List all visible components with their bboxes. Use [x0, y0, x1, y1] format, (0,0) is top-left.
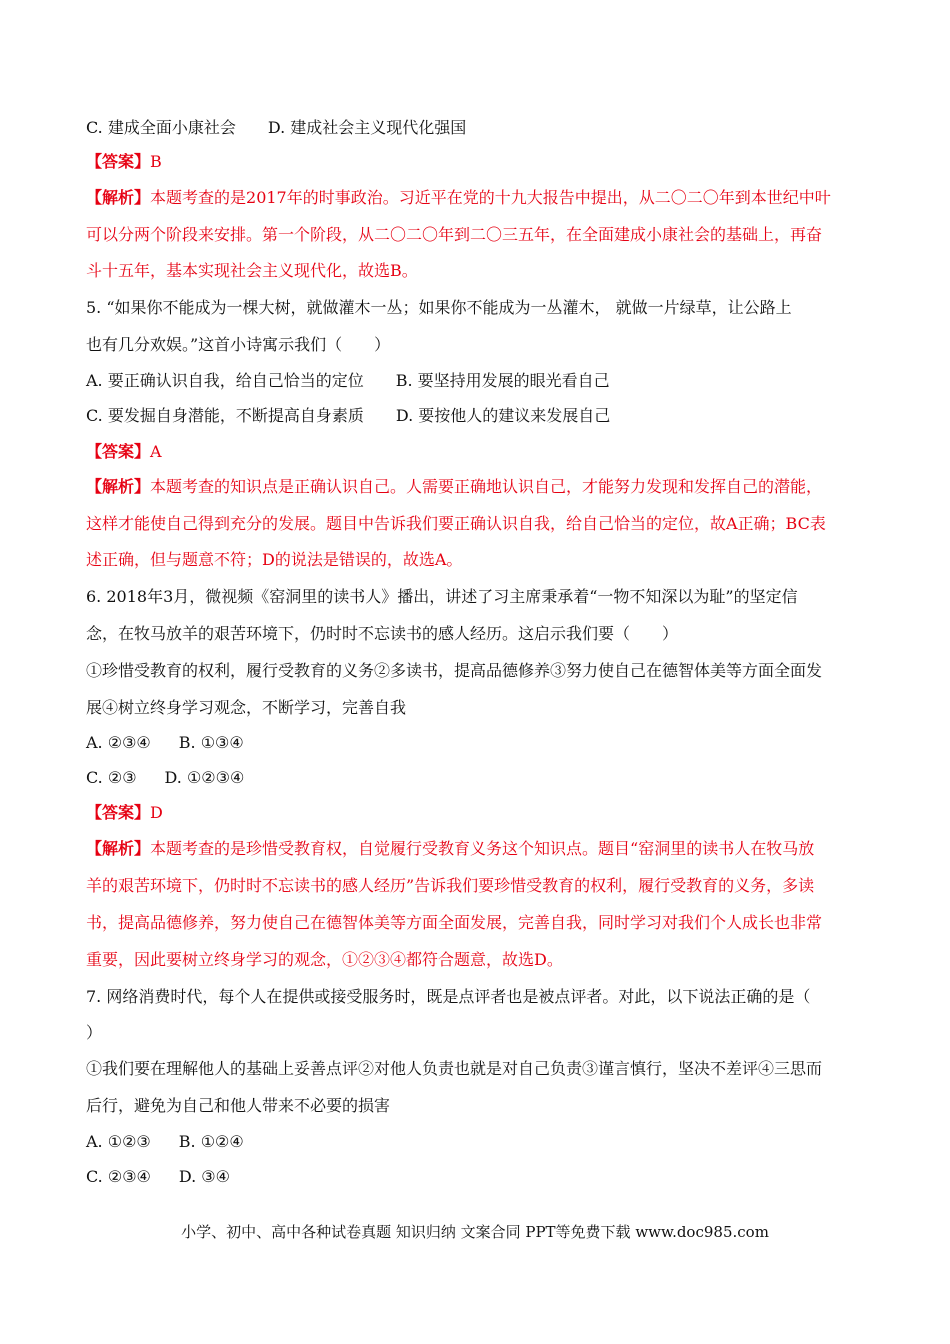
q7-option-a: A. ①②③	[86, 1132, 151, 1151]
q5-option-b: B. 要坚持用发展的眼光看自己	[395, 371, 610, 390]
analysis-tag: 【解析】	[86, 839, 151, 858]
q5-stem-line-1: 5. “如果你不能成为一棵大树，就做灌木一丛；如果你不能成为一丛灌木， 就做一片绿草，让公路上	[86, 298, 792, 317]
q6-option-a: A. ②③④	[86, 733, 151, 752]
q6-option-b: B. ①③④	[178, 733, 244, 752]
q6-option-c: C. ②③	[86, 768, 137, 787]
q7-options-cd	[86, 1167, 866, 1187]
q7-stem-line-2: ）	[86, 1023, 103, 1042]
q6-option-d: D. ①②③④	[164, 768, 245, 787]
page-footer: 小学、初中、高中各种试卷真题 知识归纳 文案合同 PPT等免费下载 www.doc985.com	[181, 1223, 769, 1241]
answer-value: D	[150, 803, 163, 822]
q6-items-line-1: ①珍惜受教育的权利，履行受教育的义务②多读书，提高品德修养③努力使自己在德智体美等方面全面发	[86, 661, 823, 680]
q7-option-b: B. ①②④	[178, 1132, 244, 1151]
analysis-tag: 【解析】	[86, 477, 151, 496]
q5-analysis-line-3: 述正确，但与题意不符；D的说法是错误的，故选A。	[86, 550, 463, 569]
q7-items-line-1: ①我们要在理解他人的基础上妥善点评②对他人负责也就是对自己负责③谨言慎行，坚决不差评④三思而	[86, 1059, 823, 1078]
q5-option-c: C. 要发掘自身潜能，不断提高自身素质	[86, 406, 364, 425]
q4-options-cd	[86, 118, 866, 138]
q7-option-c: C. ②③④	[86, 1167, 151, 1186]
q6-options-ab	[86, 733, 866, 753]
q4-option-c: C. 建成全面小康社会	[86, 118, 236, 137]
q6-analysis-line-1	[86, 839, 866, 859]
q6-analysis-line-4: 重要，因此要树立终身学习的观念，①②③④都符合题意，故选D。	[86, 950, 563, 969]
q4-option-d: D. 建成社会主义现代化强国	[267, 118, 467, 137]
analysis-text: 本题考查的是2017年的时事政治。习近平在党的十九大报告中提出，从二〇二〇年到本世纪中叶	[150, 188, 831, 207]
q4-answer	[86, 152, 866, 172]
q5-options-cd	[86, 406, 866, 426]
q5-option-d: D. 要按他人的建议来发展自己	[395, 406, 611, 425]
q7-option-d: D. ③④	[178, 1167, 230, 1186]
q5-analysis-line-2: 这样才能使自己得到充分的发展。题目中告诉我们要正确认识自我，给自己恰当的定位，故A正确；BC表	[86, 514, 826, 533]
q5-analysis-line-1	[86, 477, 866, 497]
q4-analysis-line-2: 可以分两个阶段来安排。第一个阶段，从二〇二〇年到二〇三五年，在全面建成小康社会的基础上，再奋	[86, 225, 823, 244]
q6-stem-line-1: 6. 2018年3月，微视频《窑洞里的读书人》播出，讲述了习主席秉承着“一物不知深以为耻”的坚定信	[86, 587, 798, 606]
answer-tag: 【答案】	[86, 152, 151, 171]
q6-options-cd	[86, 768, 866, 788]
q4-analysis-line-3: 斗十五年，基本实现社会主义现代化，故选B。	[86, 261, 418, 280]
answer-value: A	[150, 442, 162, 461]
q6-items-line-2: 展④树立终身学习观念，不断学习，完善自我	[86, 698, 407, 717]
analysis-tag: 【解析】	[86, 188, 151, 207]
q6-analysis-line-2: 羊的艰苦环境下，仍时时不忘读书的感人经历”告诉我们要珍惜受教育的权利，履行受教育的义务，多读	[86, 876, 815, 895]
answer-value: B	[150, 152, 162, 171]
q7-stem-line-1: 7. 网络消费时代，每个人在提供或接受服务时，既是点评者也是被点评者。对此，以下说法正确的是（	[86, 987, 811, 1006]
q5-option-a: A. 要正确认识自我，给自己恰当的定位	[86, 371, 364, 390]
q7-items-line-2: 后行，避免为自己和他人带来不必要的损害	[86, 1096, 391, 1115]
q6-stem-line-2: 念，在牧马放羊的艰苦环境下，仍时时不忘读书的感人经历。这启示我们要（ ）	[86, 624, 679, 643]
q6-analysis-line-3: 书，提高品德修养，努力使自己在德智体美等方面全面发展，完善自我，同时学习对我们个人成长也非常	[86, 913, 823, 932]
answer-tag: 【答案】	[86, 442, 151, 461]
q5-options-ab	[86, 371, 866, 391]
analysis-text: 本题考查的知识点是正确认识自己。人需要正确地认识自己，才能努力发现和发挥自己的潜能，	[150, 477, 823, 496]
q6-answer	[86, 803, 866, 823]
analysis-text: 本题考查的是珍惜受教育权，自觉履行受教育义务这个知识点。题目“窑洞里的读书人在牧马放	[150, 839, 815, 858]
q5-stem-line-2: 也有几分欢娱。”这首小诗寓示我们（ ）	[86, 335, 391, 354]
q5-answer	[86, 442, 866, 462]
answer-tag: 【答案】	[86, 803, 151, 822]
q7-options-ab	[86, 1132, 866, 1152]
q4-analysis-line-1	[86, 188, 866, 208]
